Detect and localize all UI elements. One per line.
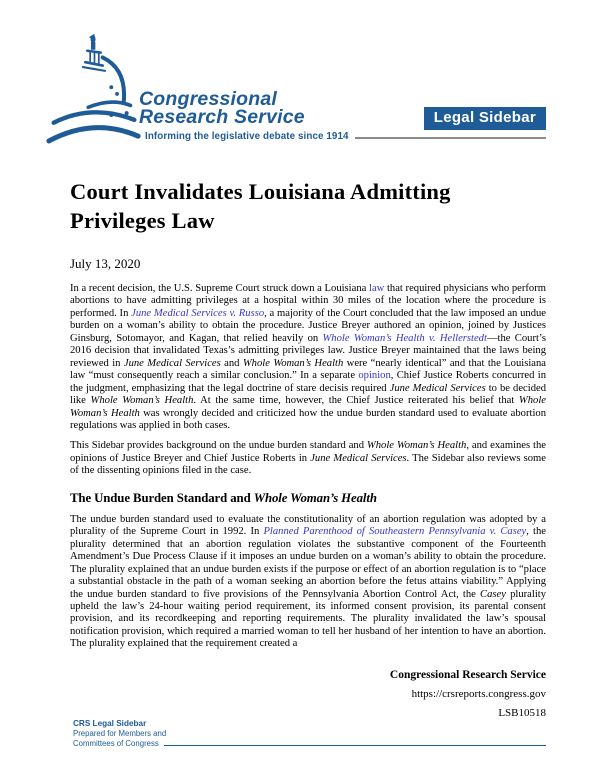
- tagline-row: [145, 131, 546, 142]
- legal-sidebar-badge: Legal Sidebar: [424, 107, 546, 130]
- text-segment: . The Sidebar also reviews some of the dissenting opinions filed in the case.: [70, 452, 546, 477]
- bottom-footer-line2: Committees of Congress: [73, 738, 159, 748]
- text-segment: The Undue Burden Standard and: [70, 490, 254, 505]
- text-segment: This Sidebar provides background on the undue burden standard and: [70, 440, 367, 452]
- logo-name-line1: Congressional: [139, 88, 278, 110]
- text-segment: was wrongly decided and criticized how the undue burden standard used to evaluate abortion regulations was applied in both cases.: [70, 407, 546, 431]
- text-segment: June Medical Services: [389, 382, 486, 394]
- text-segment: were “nearly identical” and that the Louisiana law “must consequently reach a similar conclusion.” In a separate: [70, 357, 546, 382]
- bottom-footer: [73, 719, 546, 748]
- text-segment: and: [220, 357, 243, 369]
- logo-name-line2: Research Service: [139, 106, 305, 128]
- text-segment: Casey: [480, 588, 506, 600]
- text-segment: , Chief Justice Roberts concurred in the judgment, emphasizing that the legal doctrine of stare decisis required: [70, 370, 546, 394]
- inline-link[interactable]: Planned Parenthood of Southeastern Pennsylvania v. Casey: [263, 526, 527, 538]
- bottom-footer-rule: [164, 745, 546, 746]
- text-segment: Whole Woman’s Health: [90, 395, 194, 407]
- text-segment: , and examines the opinions of Justice Breyer and Chief Justice Roberts in: [70, 440, 546, 464]
- text-segment: , the plurality determined that an abortion regulation violates the substantive component of the Fourteenth Amendment’s Due Process Clause if it imposes an undue burden on a woman’s ability to obtain the procedure. The plurality explained that an undue burden exists if the purpose or effect of an abortion regulation is to “place a substantial obstacle in the path of a woman seeking an abortion before the fetus attains viability.” Applying the undue burden standard to five provisions of the Pennsylvania Abortion Control Act, the: [70, 526, 546, 600]
- section-heading: [70, 490, 546, 506]
- document-date: July 13, 2020: [70, 256, 141, 271]
- text-segment: plurality upheld the law’s 24-hour waiting period requirement, its informed consent provision, its parental consent provision, and its recordkeeping and reporting requirements. The plurality invalidated the law’s spousal notification provision, which required a married woman to tell her husband of her intention to have an abortion. The plurality explained that the requirement created a: [70, 588, 547, 650]
- inline-link[interactable]: Whole Woman’s Health v. Hellerstedt: [322, 332, 487, 344]
- text-segment: —the Court’s 2016 decision that invalidated Texas’s admitting privileges law. Justice Breyer maintained that the laws being reviewed in: [70, 332, 546, 369]
- footer-report-id: LSB10518: [498, 706, 546, 719]
- inline-link[interactable]: law: [369, 283, 385, 294]
- footer-org-name: Congressional Research Service: [389, 668, 546, 681]
- text-segment: Whole Woman’s Health: [253, 490, 377, 505]
- paragraph-intro: [70, 283, 546, 432]
- footer-url-link[interactable]: https://crsreports.congress.gov: [411, 687, 546, 700]
- header-rule: [355, 137, 546, 139]
- bottom-footer-title: CRS Legal Sidebar: [73, 719, 147, 728]
- text-segment: Whole Woman’s Health: [70, 395, 546, 419]
- text-segment: June Medical Services: [123, 357, 221, 369]
- page-title: Court Invalidates Louisiana Admitting Privileges Law: [70, 179, 451, 233]
- text-segment: The undue burden standard used to evaluate the constitutionality of an abortion regulation was adopted by a plurality of the Supreme Court in 1992. In: [70, 513, 546, 538]
- document-body: [70, 160, 546, 723]
- text-segment: , a majority of the Court concluded that the law imposed an undue burden on a woman’s ability to obtain the procedure. Justice Breyer authored an opinion, joined by Justices Ginsburg, Sotomayor, and Kagan, that relied heavily on: [70, 307, 547, 344]
- bottom-footer-line1: Prepared for Members and: [73, 729, 167, 738]
- text-segment: June Medical Services: [310, 452, 407, 464]
- text-segment: to be decided like: [70, 382, 546, 407]
- capitol-dome-icon: [46, 34, 142, 150]
- paragraph-undue-burden: [70, 514, 546, 651]
- page-footer-right: [70, 666, 546, 723]
- text-segment: In a recent decision, the U.S. Supreme Court struck down a Louisiana: [70, 283, 370, 294]
- inline-link[interactable]: June Medical Services v. Russo: [131, 307, 265, 319]
- paragraph-overview: [70, 440, 546, 477]
- crs-tagline: Informing the legislative debate since 1914: [145, 131, 349, 142]
- bottom-footer-row: [73, 739, 546, 749]
- crs-masthead: [0, 0, 600, 160]
- inline-link[interactable]: opinion: [358, 370, 391, 382]
- text-segment: Whole Woman’s Health: [366, 440, 467, 452]
- text-segment: that required physicians who perform abortions to have admitting privileges at a hospital within 30 miles of the location where the procedure is performed. In: [70, 283, 546, 319]
- text-segment: Whole Woman’s Health: [242, 357, 344, 369]
- text-segment: . At the same time, however, the Chief Justice reiterated his belief that: [193, 395, 519, 407]
